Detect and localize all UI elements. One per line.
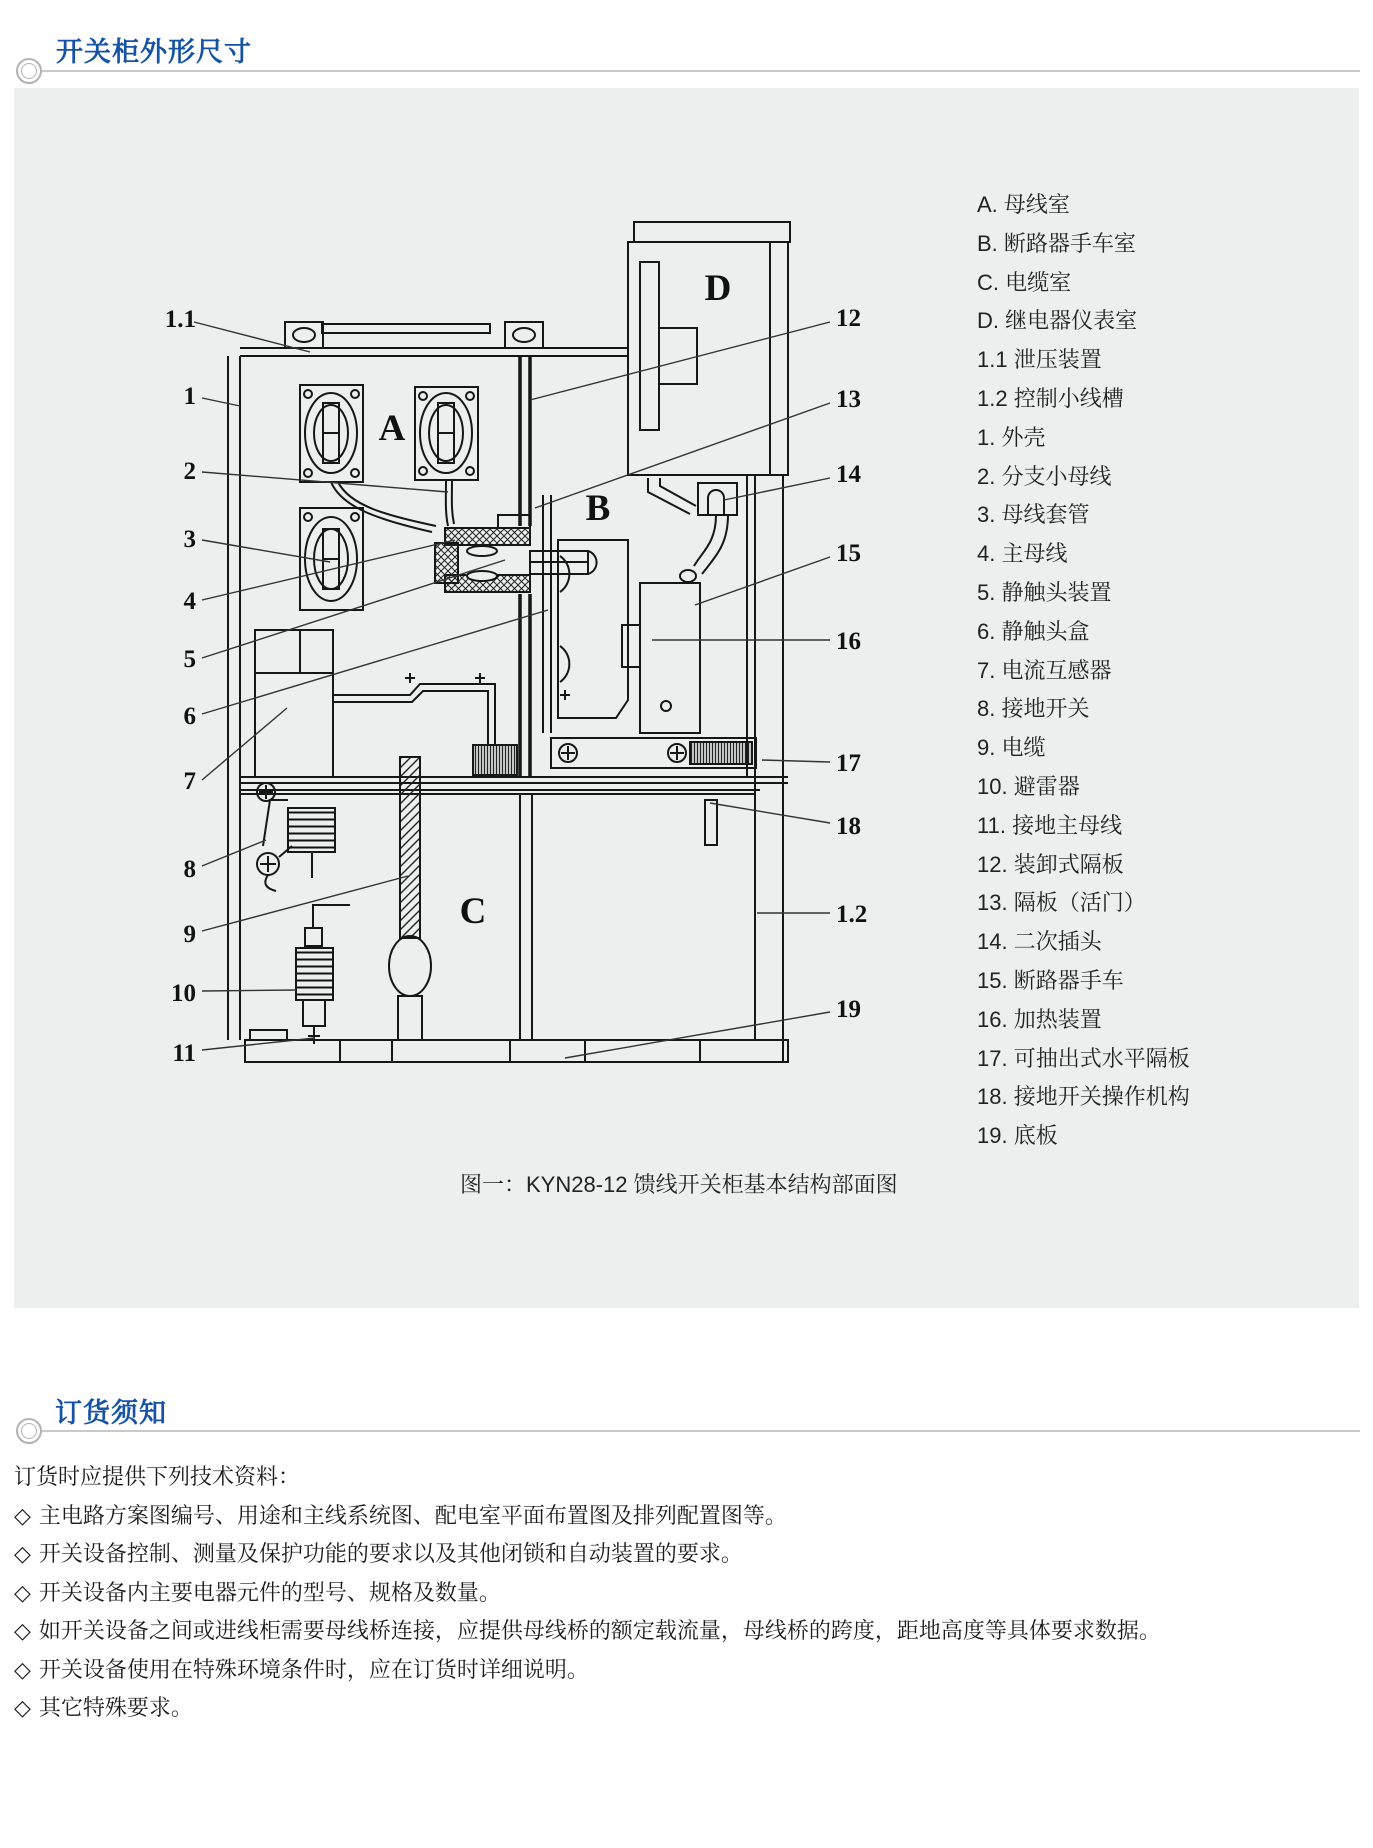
ordering-item: ◇ 其它特殊要求。: [14, 1695, 193, 1720]
callout-label: 5: [183, 646, 196, 673]
legend-item: A. 母线室: [977, 192, 1070, 217]
callout-label: 18: [836, 813, 861, 840]
callout-labels-right: [836, 305, 867, 1023]
section-title-dimensions: 开关柜外形尺寸: [56, 37, 252, 67]
legend-item: B. 断路器手车室: [977, 230, 1136, 256]
legend-item: 5. 静触头装置: [977, 579, 1112, 605]
earthing-switch: [257, 783, 335, 891]
ordering-notes: [14, 1458, 1354, 1728]
callout-label: 1: [183, 383, 196, 410]
section-title-ordering: 订货须知: [55, 1398, 167, 1428]
callout-label: 17: [836, 750, 861, 777]
callout-label: 1.2: [836, 901, 868, 928]
section-rule: [30, 1430, 1360, 1432]
legend-item: 4. 主母线: [977, 541, 1068, 567]
callout-label: 11: [172, 1040, 196, 1067]
section-ornament-icon: [16, 58, 42, 84]
ordering-item: ◇ 主电路方案图编号、用途和主线系统图、配电室平面布置图及排列配置图等。: [14, 1502, 787, 1528]
callout-label: 12: [836, 305, 861, 332]
callout-label: 1.1: [164, 306, 196, 333]
legend-item: 1.1 泄压装置: [977, 347, 1102, 373]
legend-item: 1.2 控制小线槽: [977, 385, 1124, 411]
legend-item: 19. 底板: [977, 1123, 1058, 1149]
diamond-bullet-icon: ◇: [14, 1579, 31, 1605]
diamond-bullet-icon: ◇: [14, 1618, 31, 1643]
legend-item: 15. 断路器手车: [977, 967, 1124, 993]
callout-label: 3: [183, 526, 196, 553]
legend-item: 14. 二次插头: [977, 929, 1102, 955]
legend-item: 11. 接地主母线: [977, 812, 1123, 838]
legend-item: 2. 分支小母线: [977, 463, 1112, 489]
diamond-bullet-icon: ◇: [14, 1502, 31, 1528]
callout-label: 13: [836, 386, 861, 413]
diamond-bullet-icon: ◇: [14, 1541, 31, 1566]
legend-item: 17. 可抽出式水平隔板: [977, 1045, 1190, 1071]
callout-label: 16: [836, 628, 861, 655]
legend-item: 1. 外壳: [977, 424, 1046, 450]
leader-lines: [194, 322, 830, 1058]
legend-item: 9. 电缆: [977, 735, 1046, 761]
callout-label: 6: [183, 703, 196, 730]
callout-label: 10: [171, 980, 196, 1007]
legend-item: 16. 加热装置: [977, 1006, 1102, 1032]
callout-label: 14: [836, 461, 861, 488]
compartment-letter-a: A: [378, 408, 406, 449]
diagram-legend: [977, 186, 1190, 1156]
compartment-letters: [379, 268, 732, 932]
surge-arrester: [296, 905, 350, 1044]
cable: [389, 757, 431, 1040]
legend-item: C. 电缆室: [977, 269, 1072, 295]
section-rule: [30, 70, 1360, 72]
section-ornament-icon: [16, 1418, 42, 1444]
legend-item: 7. 电流互感器: [977, 657, 1112, 683]
diamond-bullet-icon: ◇: [14, 1656, 31, 1682]
callout-label: 7: [183, 768, 196, 795]
callout-label: 9: [183, 921, 196, 948]
legend-item: 12. 装卸式隔板: [977, 851, 1124, 877]
legend-item: 18. 接地开关操作机构: [977, 1084, 1190, 1110]
callout-label: 2: [183, 458, 196, 485]
compartment-letter-d: D: [704, 268, 732, 309]
callout-label: 8: [183, 856, 196, 883]
callout-label: 4: [183, 588, 196, 615]
current-transformer: [255, 630, 570, 777]
ordering-item: ◇ 开关设备内主要电器元件的型号、规格及数量。: [14, 1579, 501, 1605]
legend-item: 10. 避雷器: [977, 773, 1080, 799]
figure-caption: 图一：KYN28-12 馈线开关柜基本结构部面图: [460, 1172, 898, 1197]
callout-label: 15: [836, 540, 861, 567]
diamond-bullet-icon: ◇: [14, 1695, 31, 1720]
legend-item: 3. 母线套管: [977, 502, 1090, 528]
ordering-item: ◇ 如开关设备之间或进线柜需要母线桥连接，应提供母线桥的额定载流量，母线桥的跨度，距地高度等具体要求数据。: [14, 1618, 1161, 1643]
compartment-letter-b: B: [585, 488, 611, 529]
ordering-item: ◇ 开关设备使用在特殊环境条件时，应在订货时详细说明。: [14, 1656, 589, 1682]
static-contact-assembly: [435, 515, 597, 592]
ordering-item: ◇ 开关设备控制、测量及保护功能的要求以及其他闭锁和自动装置的要求。: [14, 1541, 743, 1566]
legend-item: 6. 静触头盒: [977, 618, 1090, 644]
callout-label: 19: [836, 996, 861, 1023]
legend-item: 13. 隔板（活门）: [977, 890, 1146, 916]
legend-item: D. 继电器仪表室: [977, 308, 1138, 334]
ordering-intro: 订货时应提供下列技术资料：: [14, 1464, 301, 1489]
legend-item: 8. 接地开关: [977, 696, 1090, 722]
callout-labels-left: [165, 306, 197, 1067]
compartment-letter-c: C: [459, 891, 487, 932]
